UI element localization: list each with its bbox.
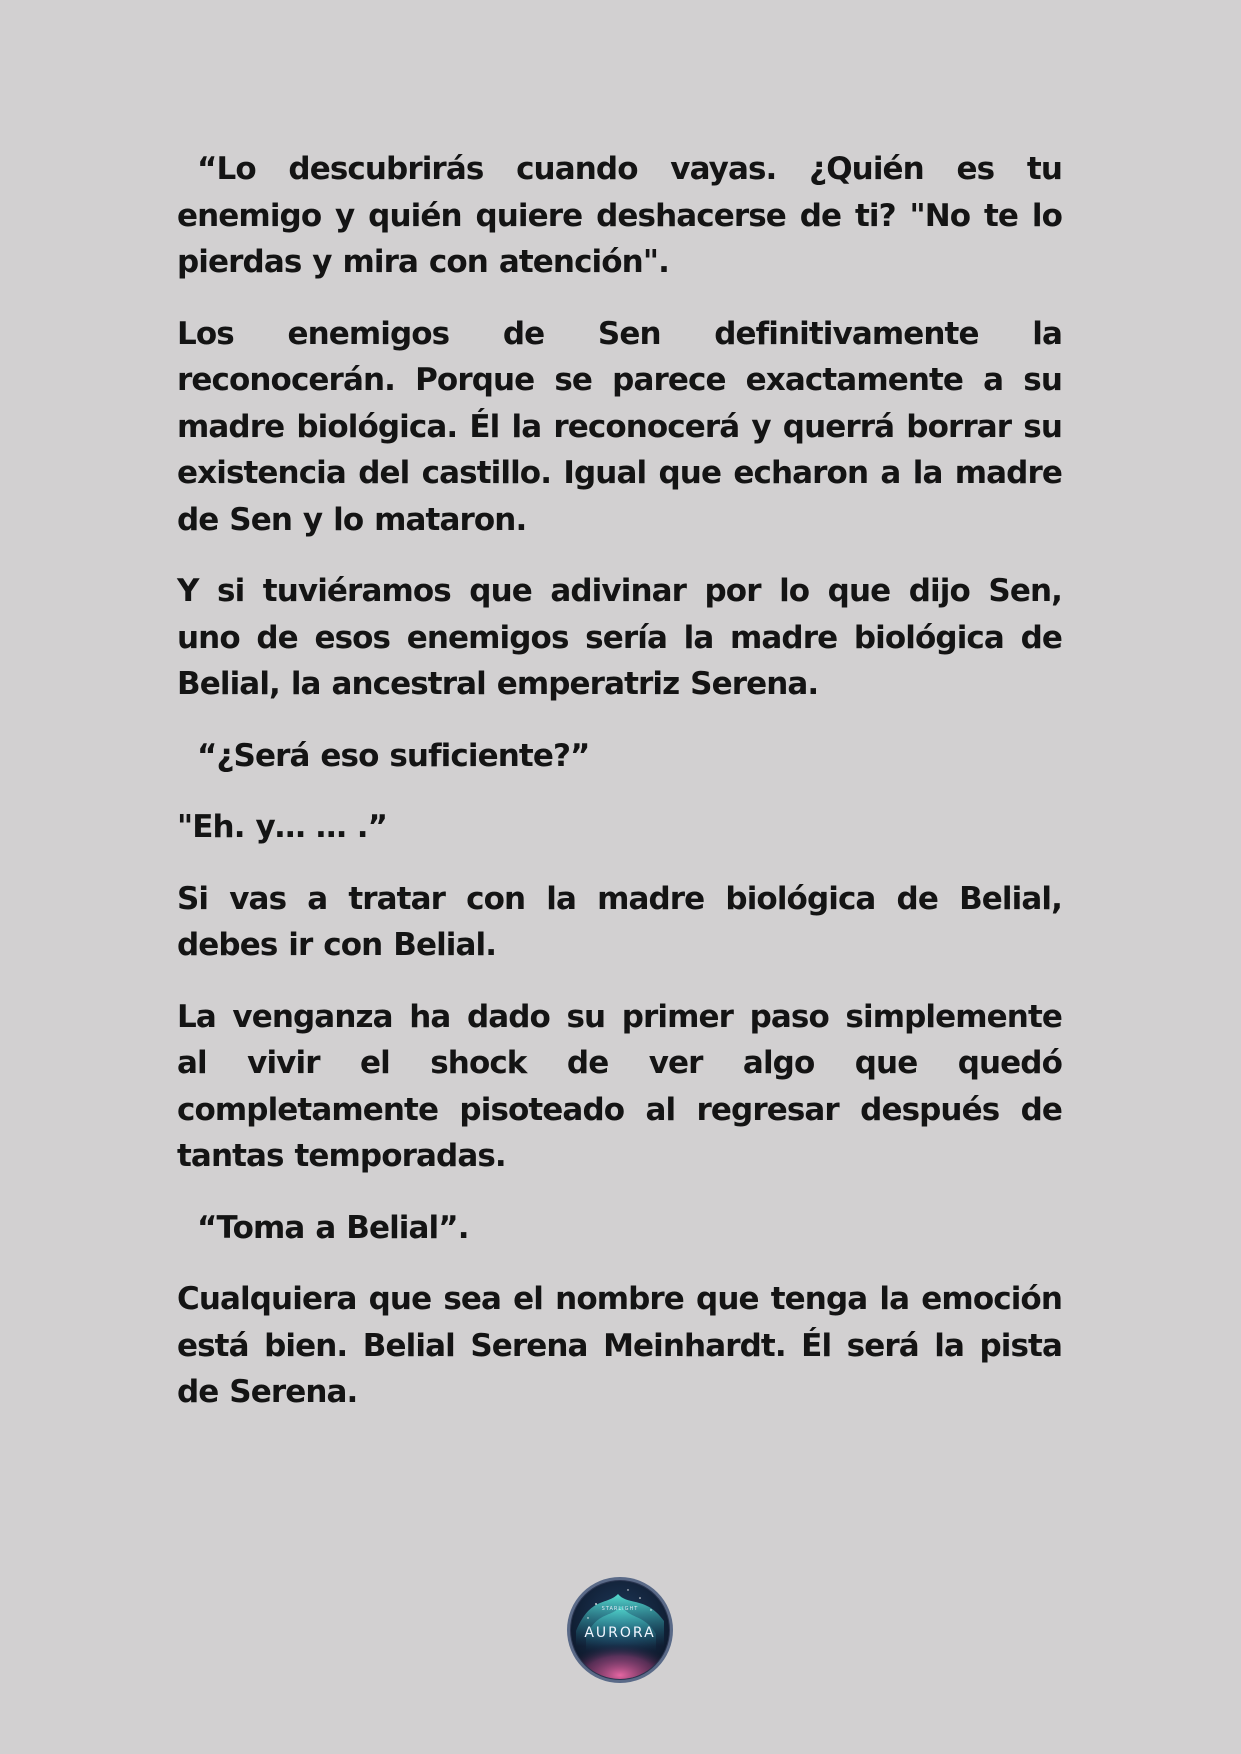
logo-text: AURORA [584, 1625, 656, 1641]
paragraph-8: “Toma a Belial”. [197, 1209, 469, 1246]
aurora-logo-icon [566, 1576, 674, 1684]
paragraph-6: Si vas a tratar con la madre biológica de Belial, debes ir con Belial. [177, 880, 1062, 963]
paragraph-7: La venganza ha dado su primer paso simplemente al vivir el shock de ver algo que quedó completamente pisoteado al regresar después de tantas temporadas. [177, 998, 1062, 1174]
paragraph-3: Y si tuviéramos que adivinar por lo que dijo Sen, uno de esos enemigos sería la madre biológica de Belial, la ancestral emperatriz Serena. [177, 573, 1062, 702]
paragraph-5: "Eh. y… … .” [177, 809, 388, 845]
paragraph-2: Los enemigos de Sen definitivamente la reconocerán. Porque se parece exactamente a su madre biológica. Él la reconocerá y querrá borrar su existencia del castillo. Igual que echaron a la madre de Sen y lo mataron. [177, 315, 1062, 538]
paragraph-9: Cualquiera que sea el nombre que tenga la emoción está bien. Belial Serena Meinhardt. Él será la pista de Serena. [177, 1281, 1062, 1410]
paragraph-4: “¿Será eso suficiente?” [197, 737, 590, 774]
logo-subtext: STARLIGHT [601, 1606, 639, 1612]
aurora-logo-graphic [566, 1576, 674, 1684]
page-body [177, 146, 1062, 1441]
paragraph-1: “Lo descubrirás cuando vayas. ¿Quién es tu enemigo y quién quiere deshacerse de ti? "No te lo pierdas y mira con atención". [177, 151, 1062, 280]
